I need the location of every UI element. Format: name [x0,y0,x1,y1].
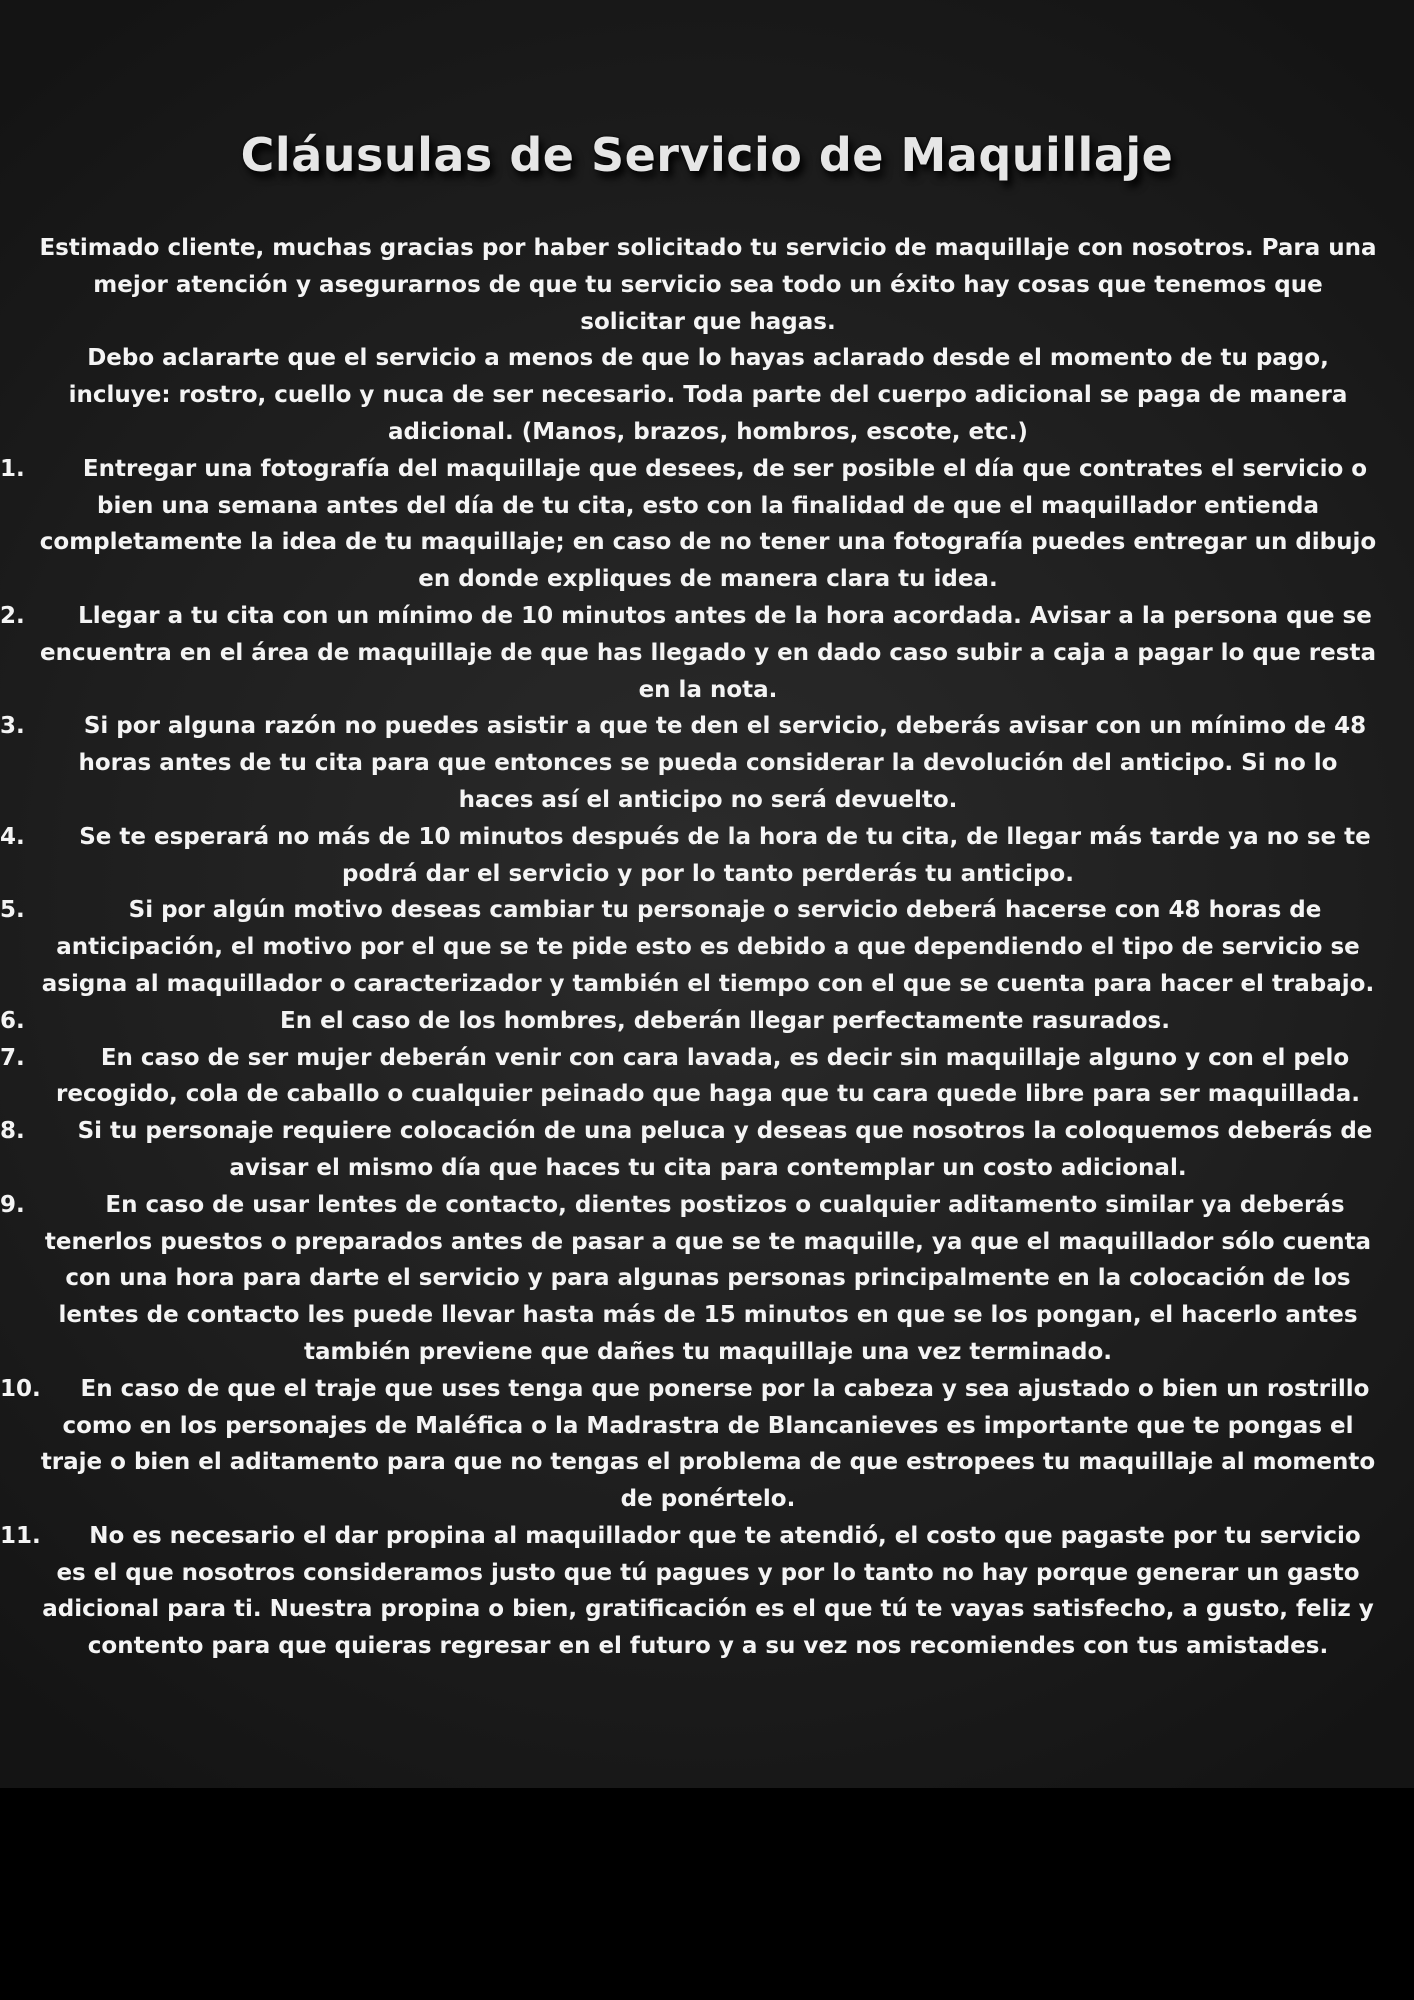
clause-item [0,598,1378,708]
intro [38,230,1378,451]
clause-text: Si tu personaje requiere colocación de una peluca y deseas que nosotros la coloquemos deberás de avisar el mismo día que haces tu cita para contemplar un costo adicional. [77,1118,1373,1181]
clause-number: 11. [0,1522,41,1549]
clause-number: 4. [0,823,25,850]
clause-number: 3. [0,713,25,740]
intro-paragraph-scope: Debo aclararte que el servicio a menos de que lo hayas aclarado desde el momento de tu pago, incluye: rostro, cuello y nuca de ser necesario. Toda parte del cuerpo adicional se paga de manera adicional. (Manos, brazos, hombros, escote, etc.) [68,345,1348,445]
clause-number: 1. [0,455,25,482]
clause-item [0,1371,1378,1518]
bottom-band [0,1788,1414,2000]
clause-text: En caso de usar lentes de contacto, dientes postizos o cualquier aditamento similar ya deberás tenerlos puestos o preparados antes de pasar a que se te maquille, ya que el maquillador sólo cuenta con una hora para darte el servicio y para algunas personas principalmente en la colocación de los lentes de contacto les puede llevar hasta más de 15 minutos en que se los pongan, el hacerlo antes también previene que dañes tu maquillaje una vez terminado. [44,1191,1372,1365]
intro-paragraph-greeting: Estimado cliente, muchas gracias por haber solicitado tu servicio de maquillaje con nosotros. Para una mejor atención y asegurarnos de que tu servicio sea todo un éxito hay cosas que tenemos que solicitar que hagas. [39,235,1377,335]
clause-text: En el caso de los hombres, deberán llegar perfectamente rasurados. [280,1007,1170,1034]
document-body [0,230,1378,1665]
clause-text: Se te esperará no más de 10 minutos después de la hora de tu cita, de llegar más tarde ya no se te podrá dar el servicio y por lo tanto perderás tu anticipo. [79,823,1371,887]
clause-number: 9. [0,1191,25,1218]
clause-number: 7. [0,1044,25,1071]
clause-item [0,1113,1378,1187]
clause-item [0,892,1378,1002]
clause-text: Entregar una fotografía del maquillaje que desees, de ser posible el día que contrates el servicio o bien una semana antes del día de tu cita, esto con la finalidad de que el maquillador entienda completamente la idea de tu maquillaje; en caso de no tener una fotografía puedes entregar un dibujo en donde expliques de manera clara tu idea. [39,455,1377,593]
page-title: Cláusulas de Servicio de Maquillaje [240,128,1174,182]
clause-number: 6. [0,1007,25,1034]
clause-list [0,451,1378,1665]
clause-number: 2. [0,602,25,629]
clause-item [0,1003,1378,1040]
clause-item [0,1187,1378,1371]
clause-item [0,819,1378,893]
clause-text: No es necesario el dar propina al maquillador que te atendió, el costo que pagaste por tu servicio es el que nosotros consideramos justo que tú pagues y por lo tanto no hay porque generar un gasto adicional para ti. Nuestra propina o bien, gratificación es el que tú te vayas satisfecho, a gusto, feliz y contento para que quieras regresar en el futuro y a su vez nos recomiendes con tus amistades. [42,1522,1374,1660]
clause-text: Si por algún motivo deseas cambiar tu personaje o servicio deberá hacerse con 48 horas de anticipación, el motivo por el que se te pide esto es debido a que dependiendo el tipo de servicio se asigna al maquillador o caracterizador y también el tiempo con el que se cuenta para hacer el trabajo. [41,897,1375,997]
clause-item [0,1518,1378,1665]
clause-item [0,451,1378,598]
clause-text: En caso de ser mujer deberán venir con cara lavada, es decir sin maquillaje alguno y con el pelo recogido, cola de caballo o cualquier peinado que haga que tu cara quede libre para ser maquillada. [56,1044,1360,1108]
clause-number: 10. [0,1375,41,1402]
clause-item [0,1040,1378,1114]
clause-number: 5. [0,897,25,924]
clause-text: En caso de que el traje que uses tenga que ponerse por la cabeza y sea ajustado o bien un rostrillo como en los personajes de Maléfica o la Madrastra de Blancanieves es importante que te pongas el traje o bien el aditamento para que no tengas el problema de que estropees tu maquillaje al momento de ponértelo. [40,1375,1376,1513]
clause-number: 8. [0,1118,25,1145]
clause-text: Si por alguna razón no puedes asistir a que te den el servicio, deberás avisar con un mínimo de 48 horas antes de tu cita para que entonces se pueda considerar la devolución del anticipo. Si no lo haces así el anticipo no será devuelto. [78,713,1367,813]
clause-text: Llegar a tu cita con un mínimo de 10 minutos antes de la hora acordada. Avisar a la persona que se encuentra en el área de maquillaje de que has llegado y en dado caso subir a caja a pagar lo que resta en la nota. [40,602,1376,703]
clause-item [0,708,1378,818]
